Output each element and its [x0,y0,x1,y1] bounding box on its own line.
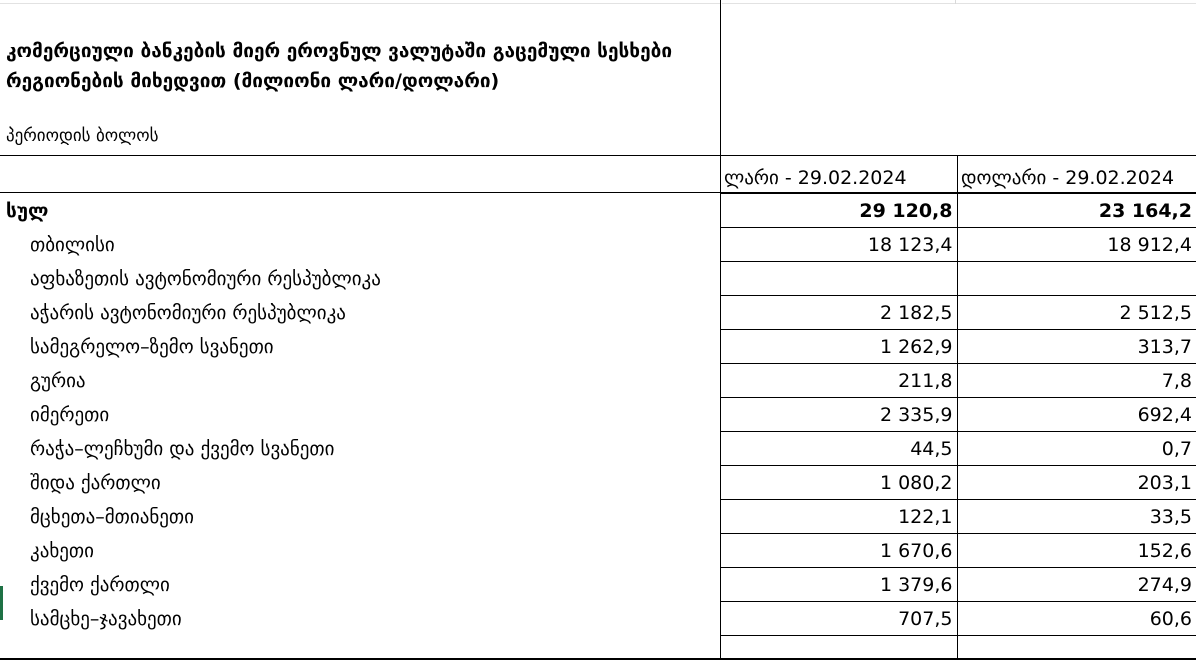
lari-cell[interactable]: 44,5 [720,432,957,466]
lari-cell[interactable]: 122,1 [720,500,957,534]
table-bottom-border [0,658,1196,660]
table-row[interactable] [0,296,1196,330]
table-row[interactable] [0,330,1196,364]
dollar-cell[interactable]: 18 912,4 [957,228,1196,262]
table-subtitle: პერიოდის ბოლოს [6,126,159,146]
lari-cell[interactable]: 29 120,8 [720,194,957,228]
region-cell[interactable]: შიდა ქართლი [30,471,161,494]
dollar-cell[interactable]: 0,7 [957,432,1196,466]
region-cell[interactable]: ქვემო ქართლი [30,573,170,596]
table-row-total[interactable] [0,194,1196,228]
table-title: კომერციული ბანკების მიერ ეროვნულ ვალუტაში გაცემული სესხები რეგიონების მიხედვით (მილიონი ლარი/დოლარი) [6,40,673,92]
region-cell[interactable]: კახეთი [30,539,94,562]
table-row[interactable] [0,262,1196,296]
gridline [955,0,956,4]
dollar-cell[interactable]: 152,6 [957,534,1196,568]
lari-cell[interactable]: 1 262,9 [720,330,957,364]
lari-cell[interactable]: 2 182,5 [720,296,957,330]
region-cell[interactable]: მცხეთა–მთიანეთი [30,505,194,528]
region-cell[interactable]: იმერეთი [30,403,110,426]
lari-cell[interactable]: 1 670,6 [720,534,957,568]
header-border [0,155,1196,156]
dollar-cell[interactable]: 33,5 [957,500,1196,534]
table-row[interactable] [0,432,1196,466]
dollar-cell[interactable]: 23 164,2 [957,194,1196,228]
lari-cell[interactable]: 18 123,4 [720,228,957,262]
table-row[interactable] [0,568,1196,602]
region-cell[interactable]: სამეგრელო–ზემო სვანეთი [30,335,274,358]
table-row[interactable] [0,466,1196,500]
row-selection-marker [0,586,3,620]
region-cell[interactable]: სამცხე–ჯავახეთი [30,607,182,630]
column-header-dollar[interactable]: დოლარი - 29.02.2024 [961,167,1175,189]
region-cell[interactable]: გურია [30,369,86,392]
dollar-cell[interactable]: 313,7 [957,330,1196,364]
region-cell[interactable]: სულ [6,199,49,222]
table-row[interactable] [0,500,1196,534]
region-cell[interactable]: თბილისი [30,233,115,256]
lari-cell[interactable]: 1 379,6 [720,568,957,602]
gridline [722,0,1196,4]
table-row[interactable] [0,228,1196,262]
table-row[interactable] [0,398,1196,432]
lari-cell[interactable] [720,262,957,296]
dollar-cell[interactable] [957,262,1196,296]
dollar-cell[interactable]: 7,8 [957,364,1196,398]
column-header-lari[interactable]: ლარი - 29.02.2024 [724,167,907,189]
region-cell[interactable]: აფხაზეთის ავტონომიური რესპუბლიკა [30,267,381,290]
dollar-cell[interactable]: 2 512,5 [957,296,1196,330]
table-row[interactable] [0,534,1196,568]
regions-table [0,193,1196,636]
region-cell[interactable]: რაჭა–ლეჩხუმი და ქვემო სვანეთი [30,437,335,460]
gridline [0,0,720,4]
table-row[interactable] [0,602,1196,636]
lari-cell[interactable]: 1 080,2 [720,466,957,500]
lari-cell[interactable]: 2 335,9 [720,398,957,432]
dollar-cell[interactable]: 60,6 [957,602,1196,636]
lari-cell[interactable]: 211,8 [720,364,957,398]
table-row[interactable] [0,364,1196,398]
region-cell[interactable]: აჭარის ავტონომიური რესპუბლიკა [30,301,346,324]
dollar-cell[interactable]: 274,9 [957,568,1196,602]
dollar-cell[interactable]: 692,4 [957,398,1196,432]
dollar-cell[interactable]: 203,1 [957,466,1196,500]
lari-cell[interactable]: 707,5 [720,602,957,636]
